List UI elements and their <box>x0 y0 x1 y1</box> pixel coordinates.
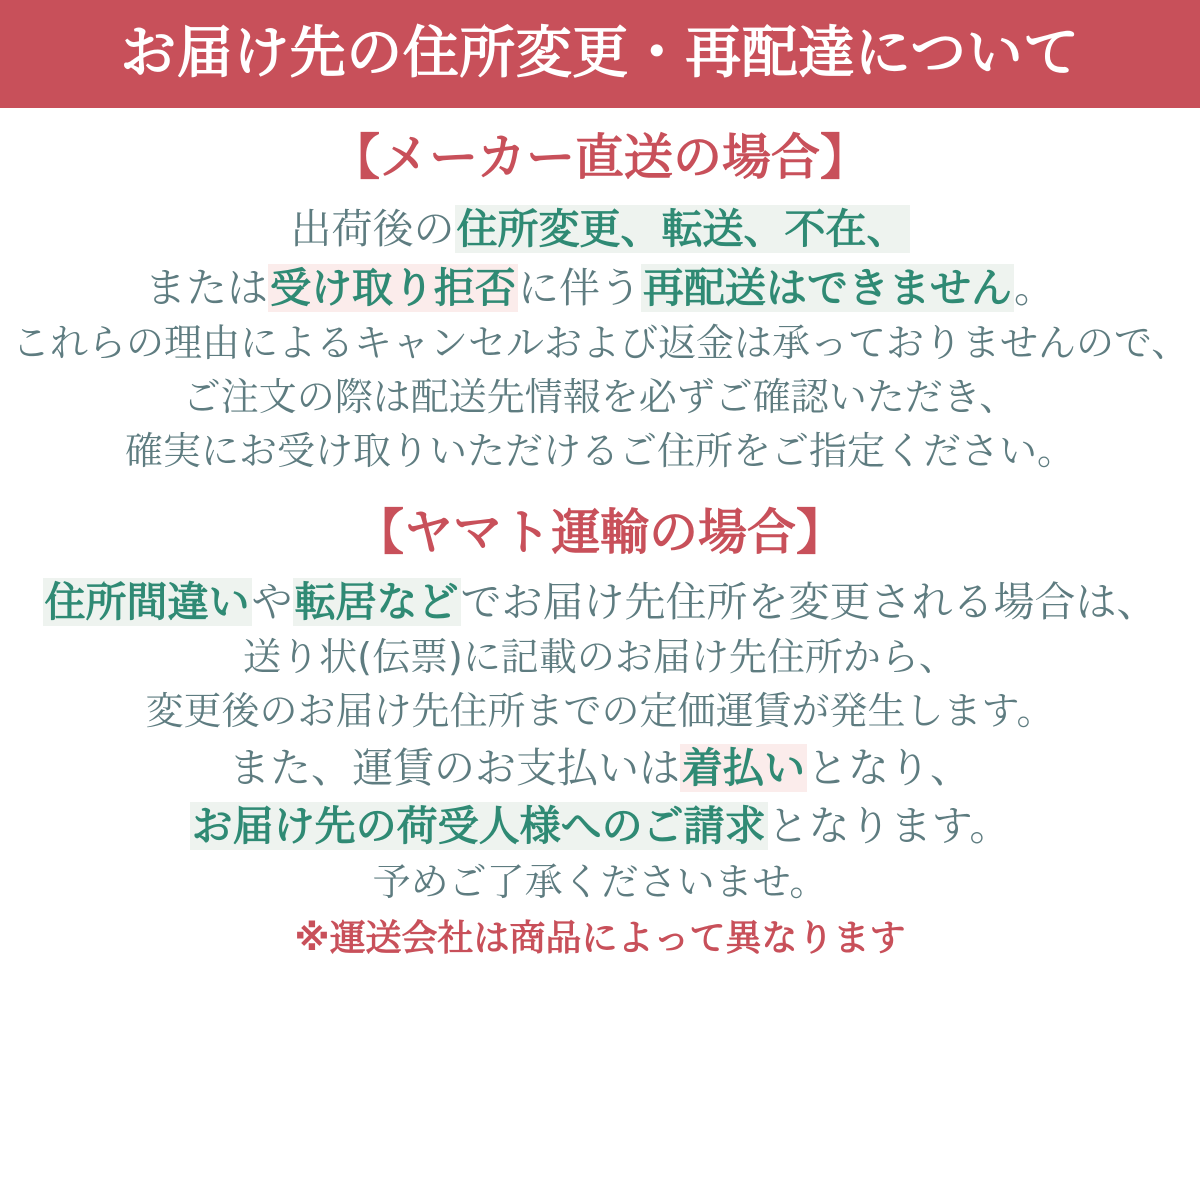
line-part-highlight: お届け先の荷受人様へのご請求 <box>191 802 766 851</box>
section-heading-maker-direct: 【メーカー直送の場合】 <box>330 129 870 186</box>
notice-line <box>12 797 1188 855</box>
line-part-highlight: 住所間違い <box>44 577 250 626</box>
notice-line <box>12 259 1188 317</box>
section-body-yamato <box>12 573 1188 910</box>
line-part: 確実にお受け取りいただけるご住所をご指定ください。 <box>124 428 1075 473</box>
line-part: 変更後のお届け先住所までの定価運賃が発生します。 <box>145 689 1055 734</box>
notice-line <box>12 739 1188 797</box>
line-part-highlight: 住所変更、転送、不在、 <box>456 205 908 254</box>
line-part: 予めご了承くださいませ。 <box>372 859 828 904</box>
line-part: 出荷後の <box>290 205 455 254</box>
line-part-highlight: 着払い <box>682 744 805 793</box>
notice-line <box>12 573 1188 631</box>
line-part: となります。 <box>767 802 1011 851</box>
notice-line <box>12 317 1188 371</box>
notice-line <box>12 856 1188 910</box>
line-part: 送り状(伝票)に記載のお届け先住所から、 <box>243 635 957 680</box>
line-part: ご注文の際は配送先情報を必ずご確認いただき、 <box>182 374 1018 419</box>
section-body-maker-direct <box>12 200 1188 478</box>
line-part: でお届け先住所を変更される場合は、 <box>460 577 1158 626</box>
notice-line <box>12 425 1188 479</box>
header-banner <box>0 0 1200 108</box>
notice-line <box>12 200 1188 258</box>
notice-content <box>0 130 1200 962</box>
line-part: となり、 <box>807 744 971 793</box>
line-part: に伴う <box>518 263 641 312</box>
line-part: これらの理由によるキャンセルおよび返金は承っておりませんので、 <box>12 320 1190 365</box>
section-heading-yamato: 【ヤマト運輸の場合】 <box>354 503 845 561</box>
line-part-highlight: 受け取り拒否 <box>270 263 516 312</box>
line-part: また、運賃のお支払いは <box>229 744 680 793</box>
line-part: 。 <box>1014 263 1055 312</box>
line-part-highlight: 転居など <box>294 577 459 626</box>
page-title: お届け先の住所変更・再配達について <box>120 21 1080 86</box>
line-part: または <box>145 263 268 312</box>
footer-note: ※運送会社は商品によって異なります <box>294 917 906 959</box>
line-part: や <box>251 577 293 626</box>
notice-line <box>12 371 1188 425</box>
notice-line <box>12 685 1188 739</box>
line-part-highlight: 再配送はできません <box>643 263 1012 312</box>
notice-line <box>12 631 1188 685</box>
